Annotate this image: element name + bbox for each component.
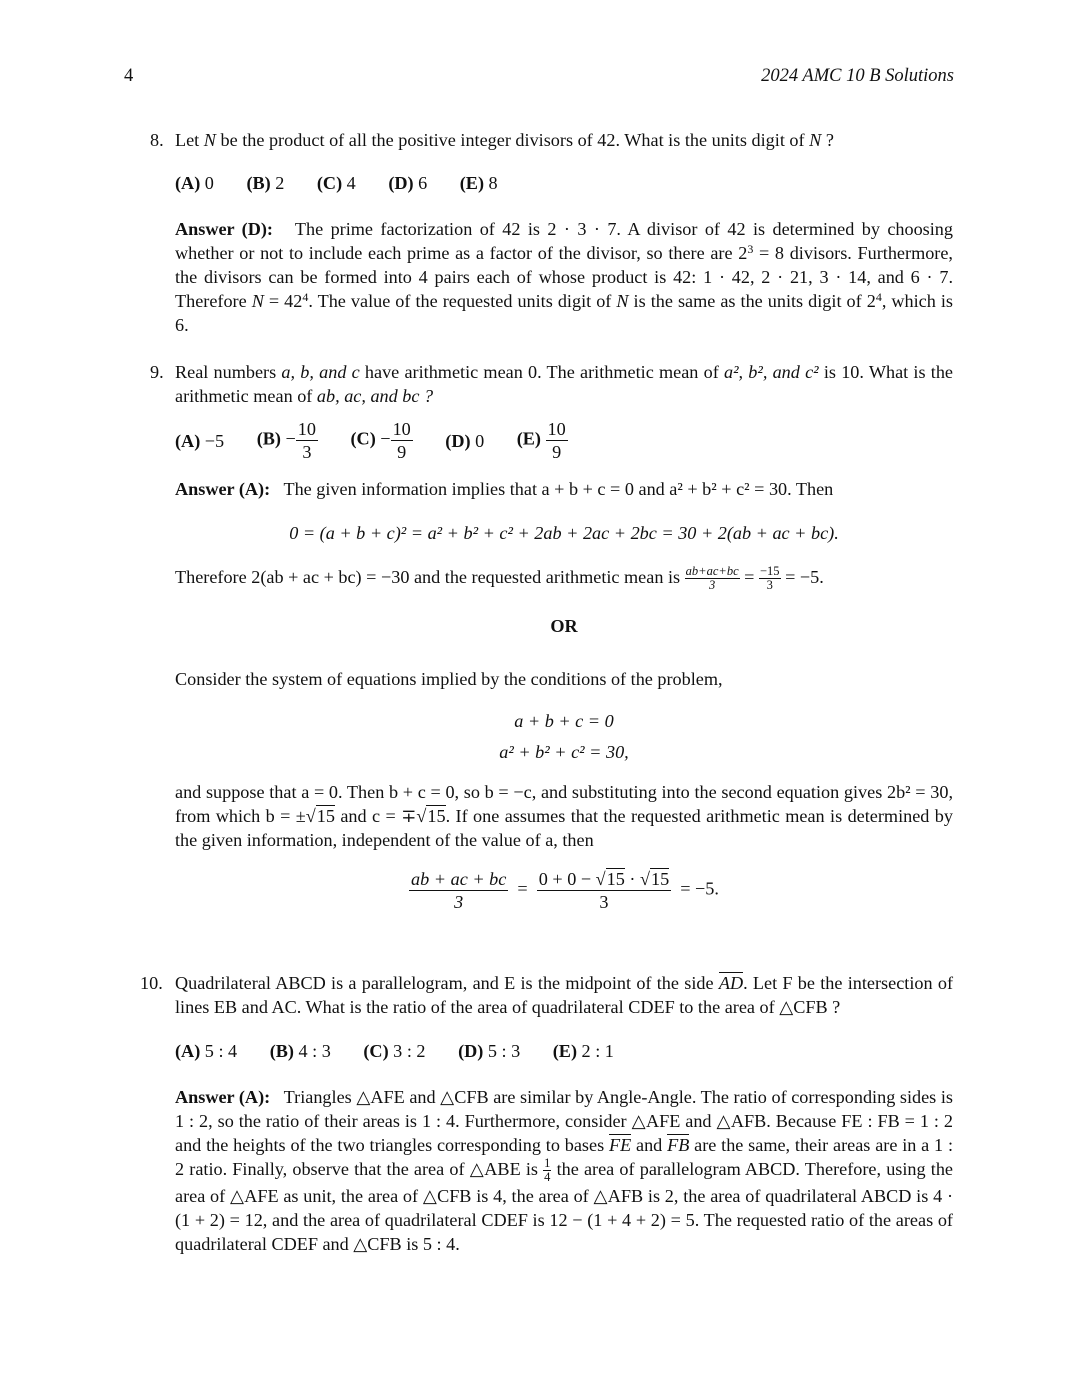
choice-a: (A) 0 (175, 172, 214, 193)
answer-explanation: Answer (D): The prime factorization of 42 is 2 · 3 · 7. A divisor of 42 is determined by choosing whether or not to include each prime as a factor of the divisor, so there are $2^3 = 8$ divisors. Furthermore, the divisors can be formed into 4 pairs each of whose product is 42: 1 · 42, 2 · 21, 3 · 14, and 6 · 7. Therefore $N = 42^4$. The value of the requested units digit of N is the same as the units digit of $2^4$, which is 6. (175, 218, 953, 335)
therefore-line: Therefore 2(ab + ac + bc) = −30 and the requested arithmetic mean is $\frac{ab+ac+bc}{3}$ = $\frac{-15}{3}$ = −5. (175, 564, 824, 592)
answer-explanation: Answer (A): The given information implies that a + b + c = 0 and a² + b² + c² = 30. Then (175, 479, 834, 499)
answer-choices (175, 418, 953, 463)
choice-e: (E) 8 (459, 172, 498, 193)
running-title: 2024 AMC 10 B Solutions (761, 66, 954, 86)
system-line-1: a + b + c = 0 (514, 711, 614, 731)
answer-choices (175, 169, 953, 195)
choice-a: (A) −5 (175, 430, 225, 451)
consider-line: Consider the system of equations implied by the conditions of the problem, (175, 669, 723, 689)
choice-b: (B) 2 (246, 172, 285, 193)
choice-a: (A) 5 : 4 (175, 1040, 238, 1061)
choice-c: (C) − $\frac{10}{9}$ (350, 419, 411, 462)
problem-number: 10. (140, 973, 163, 993)
answer-explanation: Answer (A): Triangles △AFE and △CFB are similar by Angle-Angle. The ratio of corresponding sides is 1 : 2, so the ratio of their areas is 1 : 4. Furthermore, consider △AFE and △AFB. Because FE : FB = 1 : 2 and the heights of the two triangles corresponding to bases FE and FB are the same, their areas are in a 1 : 2 ratio. Finally, observe that the area of △ABE is $\frac{1}{4}$ the area of parallelogram ABCD. Therefore, using the area of △AFE as unit, the area of △CFB is 4, the area of △AFB is 2, the area of quadrilateral ABCD is 4 · (1 + 2) = 12, and the area of quadrilateral CDEF is 12 − (1 + 4 + 2) = 5. The requested ratio of the areas of quadrilateral CDEF and △CFB is 5 : 4. (175, 1086, 953, 1254)
answer-label: Answer (A): (175, 479, 271, 499)
problem-9 (150, 360, 953, 913)
answer-label: Answer (D): (175, 218, 273, 239)
problem-statement: Quadrilateral ABCD is a parallelogram, and E is the midpoint of the side AD. Let F be the intersection of lines EB and AC. What is the ratio of the area of quadrilateral CDEF to the area of △CFB ? (175, 973, 953, 1017)
answer-label: Answer (A): (175, 1086, 271, 1107)
choice-c: (C) 4 (316, 172, 356, 193)
choice-d: (D) 6 (388, 172, 428, 193)
choice-e: (E) 2 : 1 (552, 1040, 614, 1061)
page-number: 4 (124, 66, 134, 86)
choice-b: (B) 4 : 3 (269, 1040, 331, 1061)
choice-d: (D) 5 : 3 (458, 1040, 521, 1061)
suppose-paragraph: and suppose that a = 0. Then b + c = 0, so b = −c, and substituting into the second equation gives 2b² = 30, from which b = ±√15 and c = ∓√15. If one assumes that the requested arithmetic mean is determined by the given information, independent of the value of a, then (175, 782, 953, 850)
choice-c: (C) 3 : 2 (363, 1040, 426, 1061)
or-separator: OR (550, 616, 578, 636)
problem-statement: Real numbers a, b, and c have arithmetic mean 0. The arithmetic mean of a², b², and c² is 10. What is the arithmetic mean of ab, ac, and bc ? (175, 362, 953, 406)
display-equation: 0 = (a + b + c)² = a² + b² + c² + 2ab + 2ac + 2bc = 30 + 2(ab + ac + bc). (289, 523, 839, 543)
problem-number: 9. (150, 362, 164, 382)
problem-10 (140, 971, 953, 1256)
problem-8 (150, 128, 953, 337)
choice-b: (B) − $\frac{10}{3}$ (256, 419, 316, 462)
system-line-2: a² + b² + c² = 30, (499, 742, 629, 762)
problem-number: 8. (150, 130, 164, 150)
final-equation: $\frac{ab + ac + bc}{3}$ = $\frac{0 + 0 - √15 \cdot √15}{3}$ = −5. (411, 869, 719, 912)
problem-statement: Let N be the product of all the positive integer divisors of 42. What is the units digit of N ? (175, 130, 834, 150)
choice-d: (D) 0 (445, 430, 485, 451)
answer-choices (175, 1037, 953, 1063)
choice-e: (E) $\frac{10}{9}$ (516, 419, 566, 462)
